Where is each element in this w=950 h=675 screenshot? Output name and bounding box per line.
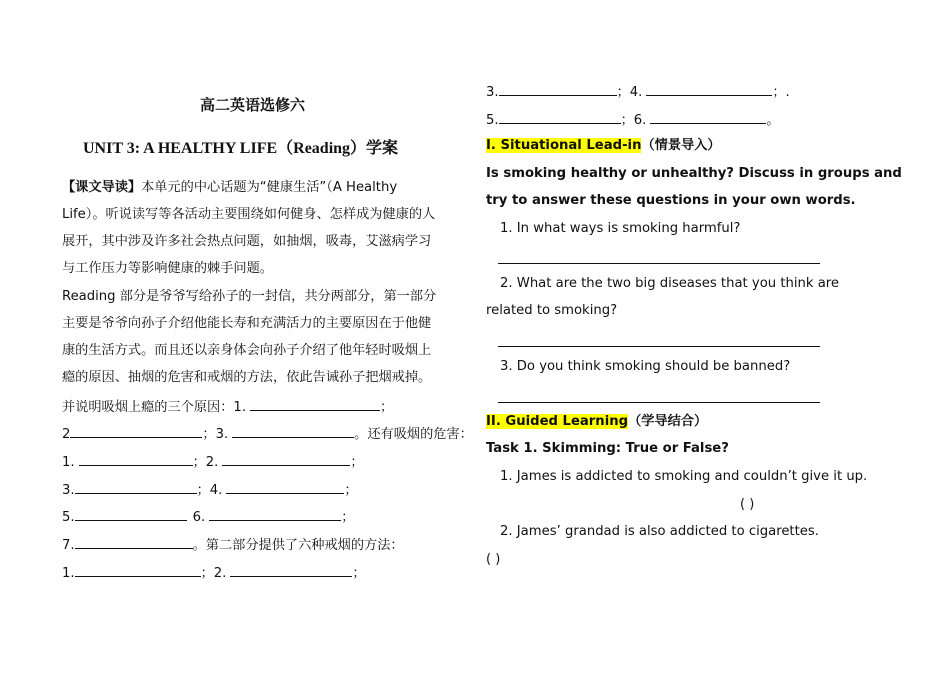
label-d4: ；4. <box>196 483 223 498</box>
answer-line-1[interactable] <box>498 263 820 264</box>
label-m3: 3. <box>486 85 499 100</box>
section2-cn: （学导结合） <box>628 414 708 429</box>
reading-line-4: 瘾的原因、抽烟的危害和戒烟的方法，依此告诫孙子把烟戒掉。 <box>62 370 432 385</box>
blank-method-3[interactable] <box>499 81 617 96</box>
dangers-label: 。还有吸烟的危害： <box>354 427 473 442</box>
blank-reason-1[interactable] <box>250 396 380 411</box>
label-d6: 6. <box>192 510 206 525</box>
task1-heading: Task 1. Skimming: True or False? <box>486 441 729 456</box>
label-m4: ；4. <box>616 85 643 100</box>
blank-danger-7[interactable] <box>75 534 193 549</box>
blank-method-1[interactable] <box>75 562 201 577</box>
sep: ； <box>380 400 394 415</box>
answer-line-2[interactable] <box>498 346 820 347</box>
methods-line-1 <box>62 562 366 584</box>
blank-method-2[interactable] <box>230 562 352 577</box>
label-m2: ；2. <box>200 566 227 581</box>
sep: ； <box>344 483 358 498</box>
intro-text-1: 本单元的中心话题为“健康生活”（A Healthy <box>141 180 398 195</box>
methods-line-3 <box>486 109 780 131</box>
label-m5: 5. <box>486 113 499 128</box>
section1-heading <box>486 136 721 156</box>
title-english: UNIT 3: A HEALTHY LIFE（Reading）学案 <box>83 140 399 157</box>
dangers-line-4 <box>62 534 404 556</box>
tf-answer-2[interactable]: ( ) <box>486 552 501 567</box>
tf-statement-1: 1. James is addicted to smoking and couldn’t give it up. <box>500 469 868 484</box>
blank-method-4[interactable] <box>646 81 772 96</box>
intro-label: 【课文导读】 <box>62 180 142 195</box>
intro-line-3: 展开，其中涉及许多社会热点问题，如抽烟，吸毒，艾滋病学习 <box>62 234 432 249</box>
reading-line-3: 康的生活方式。而且还以亲身体会向孙子介绍了他年轻时吸烟上 <box>62 343 432 358</box>
intro-line-2: Life）。听说读写等各活动主要围绕如何健身、怎样成为健康的人 <box>62 207 436 222</box>
blank-method-5[interactable] <box>499 109 621 124</box>
blank-method-6[interactable] <box>650 109 766 124</box>
reading-line-2: 主要是爷爷向孙子介绍他能长寿和充满活力的主要原因在于他健 <box>62 316 432 331</box>
tf-answer-1[interactable]: ( ) <box>740 497 755 512</box>
label-d7: 7. <box>62 538 75 553</box>
intro-line-4: 与工作压力等影响健康的棘手问题。 <box>62 261 273 276</box>
reasons-prefix: 并说明吸烟上瘾的三个原因：1. <box>62 400 247 415</box>
label-2: 2 <box>62 427 71 442</box>
reasons-line-2 <box>62 423 473 445</box>
blank-danger-5[interactable] <box>75 506 187 521</box>
blank-danger-1[interactable] <box>79 451 193 466</box>
label-d3: 3. <box>62 483 75 498</box>
sep: ； <box>341 510 355 525</box>
sep: 。 <box>766 113 780 128</box>
blank-danger-3[interactable] <box>75 479 197 494</box>
label-d2: ；2. <box>192 455 219 470</box>
blank-danger-4[interactable] <box>226 479 344 494</box>
methods-label: 。第二部分提供了六种戒烟的方法： <box>192 538 404 553</box>
reading-line-1: Reading 部分是爷爷写给孙子的一封信，共分两部分，第一部分 <box>62 289 437 304</box>
sep: ； <box>350 455 364 470</box>
label-3: ；3. <box>202 427 229 442</box>
blank-reason-2[interactable] <box>70 423 202 438</box>
question-1: 1. In what ways is smoking harmful? <box>500 221 741 236</box>
question-2b: related to smoking? <box>486 303 618 318</box>
section1-title: I. Situational Lead-in <box>486 138 642 153</box>
blank-danger-2[interactable] <box>222 451 350 466</box>
label-d1: 1. <box>62 455 75 470</box>
dangers-line-3 <box>62 506 354 528</box>
question-3: 3. Do you think smoking should be banned? <box>500 359 791 374</box>
label-m1: 1. <box>62 566 75 581</box>
sep: ；. <box>772 85 790 100</box>
label-d5: 5. <box>62 510 75 525</box>
tf-statement-2: 2. James’ grandad is also addicted to cigarettes. <box>500 524 819 539</box>
section2-title: II. Guided Learning <box>486 414 629 429</box>
section2-heading <box>486 412 707 432</box>
section1-cn: （情景导入） <box>641 138 721 153</box>
dangers-line-1 <box>62 451 364 473</box>
blank-reason-3[interactable] <box>232 423 354 438</box>
blank-danger-6[interactable] <box>209 506 341 521</box>
answer-line-3[interactable] <box>498 402 820 403</box>
label-m6: ；6. <box>620 113 647 128</box>
dangers-line-2 <box>62 479 358 501</box>
methods-line-2 <box>486 81 790 103</box>
discuss-line-1: Is smoking healthy or unhealthy? Discuss in groups and <box>486 166 902 181</box>
reasons-line <box>62 396 393 418</box>
sep: ； <box>352 566 366 581</box>
intro-line-1 <box>62 178 397 198</box>
question-2a: 2. What are the two big diseases that you think are <box>500 276 840 291</box>
discuss-line-2: try to answer these questions in your own words. <box>486 193 856 208</box>
title-chinese: 高二英语选修六 <box>200 96 306 114</box>
